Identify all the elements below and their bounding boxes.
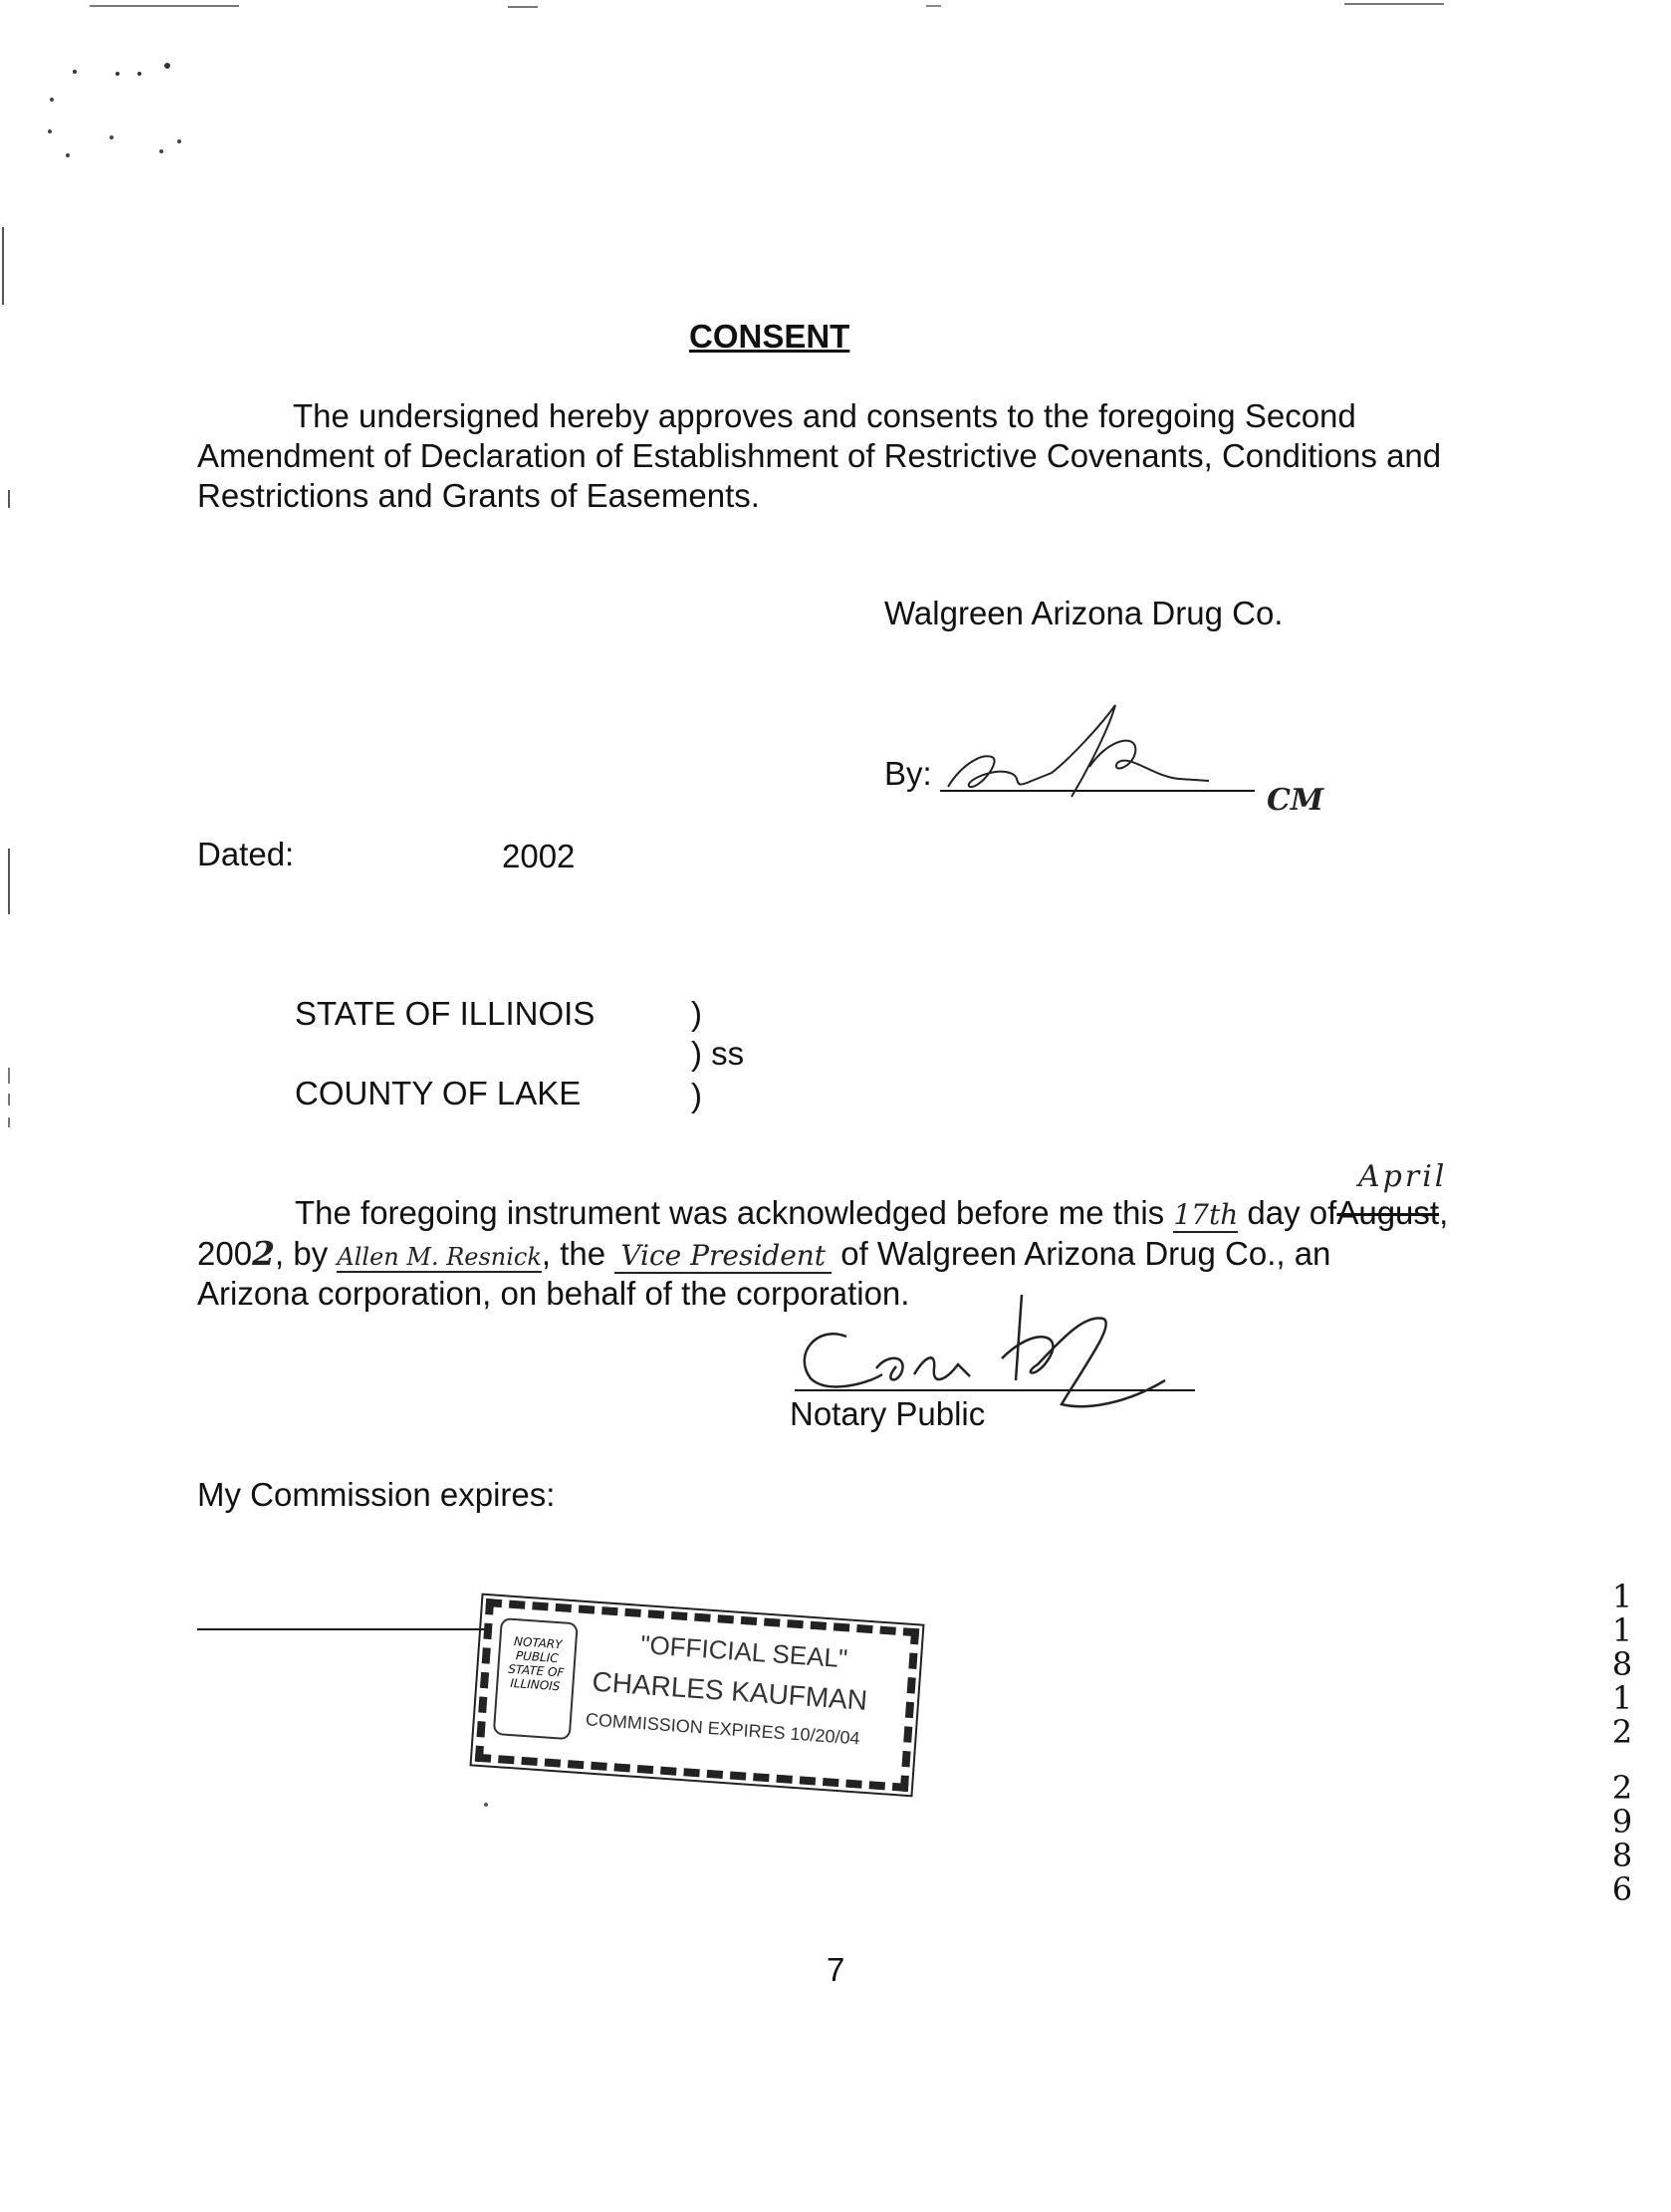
side-digit: 1 <box>1611 1679 1633 1717</box>
seal-line-1: "OFFICIAL SEAL" <box>639 1628 849 1674</box>
commission-label: My Commission expires: <box>197 1476 556 1513</box>
venue-ss: ) ss <box>691 1035 745 1072</box>
seal-line-2: CHARLES KAUFMAN <box>591 1665 869 1716</box>
ack-comma: , <box>1439 1194 1449 1231</box>
signer-initials: CM <box>1267 783 1324 818</box>
struck-month: August <box>1336 1194 1440 1231</box>
side-digit: 6 <box>1611 1870 1633 1908</box>
side-digit: 9 <box>1611 1803 1633 1841</box>
ack-year-prefix: 200 <box>197 1235 253 1272</box>
seal-signature-line <box>197 1627 496 1631</box>
official-seal-stamp <box>475 1598 919 1792</box>
seal-badge-2: PUBLIC <box>515 1648 560 1666</box>
ack-text-2: instrument was acknowledged before me this <box>506 1194 1165 1231</box>
ack-text-3: day of <box>1247 1194 1337 1231</box>
ack-the: , the <box>541 1235 606 1272</box>
company-name: Walgreen Arizona Drug Co. <box>884 595 1284 631</box>
seal-badge-1: NOTARY <box>513 1634 563 1652</box>
side-digit: 1 <box>1611 1611 1633 1649</box>
seal-line-3: COMMISSION EXPIRES 10/20/04 <box>585 1709 861 1749</box>
handwritten-title: Vice President <box>614 1239 832 1274</box>
side-digit: 8 <box>1611 1645 1633 1683</box>
side-digit: 1 <box>1611 1578 1633 1615</box>
page-number: 7 <box>827 1951 845 1988</box>
signature-image <box>940 697 1259 807</box>
handwritten-name: Allen M. Resnick <box>337 1243 542 1271</box>
ack-rest: of Walgreen Arizona Drug Co., an <box>840 1235 1331 1272</box>
handwritten-year-digit: 2 <box>252 1234 276 1273</box>
seal-badge-4: ILLINOIS <box>509 1675 561 1694</box>
document-title: CONSENT <box>689 318 850 355</box>
body-line-1: The undersigned hereby approves and consents to the foregoing Second <box>293 397 1356 434</box>
seal-badge-3: STATE OF <box>507 1661 565 1680</box>
ack-text-1: The foregoing <box>295 1194 498 1231</box>
by-label: By: <box>884 755 932 792</box>
notary-public-label: Notary Public <box>790 1395 986 1432</box>
ack-line-1 <box>295 1193 1448 1235</box>
venue-paren-3: ) <box>691 1077 702 1113</box>
side-gap <box>1607 1749 1637 1771</box>
seal-badge <box>493 1617 579 1740</box>
body-line-2: Amendment of Declaration of Establishment of Restrictive Covenants, Conditions and <box>197 437 1442 474</box>
side-digit: 2 <box>1611 1713 1633 1751</box>
venue-paren-1: ) <box>691 995 702 1032</box>
handwritten-month: April <box>1358 1159 1448 1194</box>
side-digit: 2 <box>1611 1769 1633 1807</box>
dated-label: Dated: <box>197 836 295 872</box>
ack-line-3: Arizona corporation, on behalf of the corporation. <box>197 1275 910 1312</box>
ack-line-2 <box>197 1234 1330 1277</box>
body-line-3: Restrictions and Grants of Easements. <box>197 477 760 514</box>
venue-county: COUNTY OF LAKE <box>295 1075 582 1111</box>
dated-year: 2002 <box>502 838 576 874</box>
handwritten-day: 17th <box>1173 1198 1239 1231</box>
side-recording-number <box>1607 1580 1637 1906</box>
venue-state: STATE OF ILLINOIS <box>295 995 596 1032</box>
ack-by: , by <box>275 1235 329 1272</box>
side-digit: 8 <box>1611 1837 1633 1874</box>
